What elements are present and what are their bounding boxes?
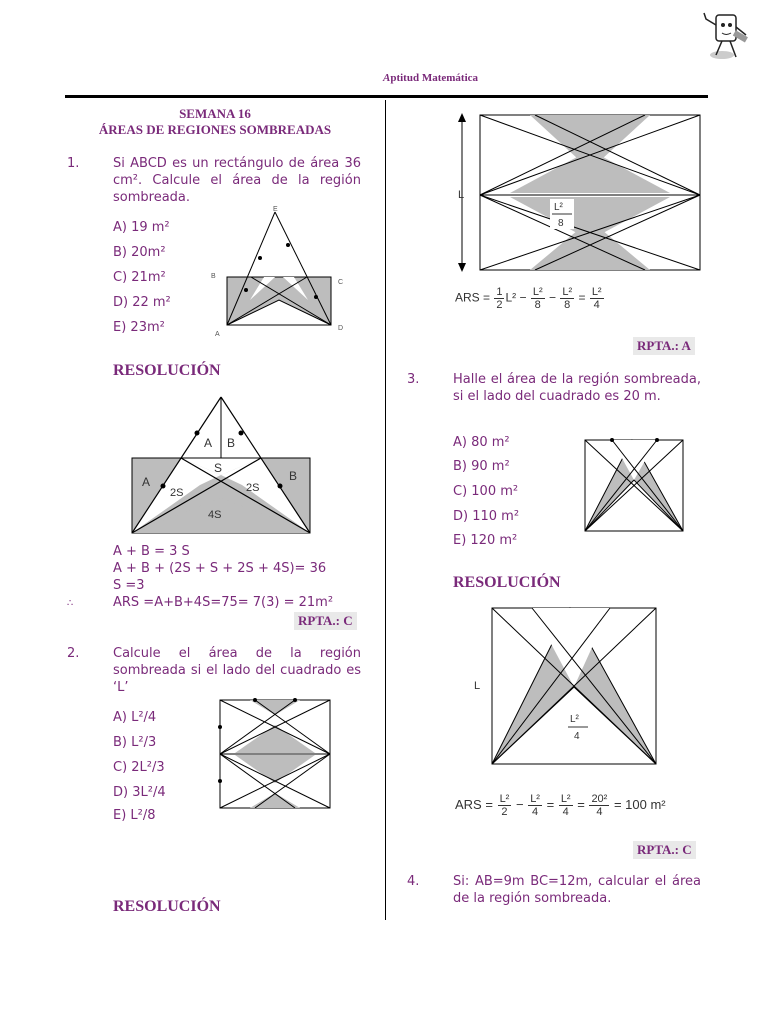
problem-3-number: 3.: [407, 372, 420, 387]
p3-option-b: B) 90 m²: [453, 459, 510, 474]
resolution-3-figure: [470, 605, 665, 770]
p3-option-c: C) 100 m²: [453, 484, 519, 499]
p1-label-c: C: [338, 279, 344, 286]
p1-label-b: B: [211, 273, 216, 280]
problem-2-text: Calcule el área de la región sombreada si el lado del cuadrado es ‘L’: [113, 646, 361, 695]
ars-3-formula: ARS = $\frac{\text{L²}}{2}$ − $\frac{\text{L²}}{4}$ = $\frac{\text{L²}}{4}$ = $\frac{\text{20²}}{4}$ = 100 m²: [455, 793, 666, 818]
res1-label-2s-right: 2S: [246, 482, 260, 494]
p1-label-a: A: [215, 331, 220, 338]
p3-option-d: D) 110 m²: [453, 509, 520, 524]
problem-3-figure: [582, 435, 687, 535]
p2-option-e: E) L²/8: [113, 808, 156, 823]
page-title: ÁREAS DE REGIONES SOMBREADAS: [98, 122, 332, 137]
res1-label-2s-left: 2S: [170, 487, 184, 499]
resolution-2-heading: RESOLUCIÓN: [113, 898, 221, 915]
p1-option-a: A) 19 m²: [113, 220, 170, 235]
res1-line-3: S =3: [113, 578, 145, 593]
fig2-frac-den: 8: [558, 218, 564, 229]
header-subject: ptitud Matemática: [390, 72, 479, 84]
problem-1-text: Si ABCD es un rectángulo de área 36 cm². Calcule el área de la región sombreada.: [113, 156, 361, 205]
p1-option-d: D) 22 m²: [113, 295, 171, 310]
p1-label-d: D: [338, 325, 344, 332]
fig3-frac-num: L²: [570, 714, 579, 725]
res1-line-1: A + B = 3 S: [113, 544, 190, 559]
res1-line-2: A + B + (2S + S + 2S + 4S)= 36: [113, 561, 327, 576]
res1-answer: ARS =A+B+4S=75= 7(3) = 21m²: [113, 595, 334, 610]
problem-4-number: 4.: [407, 874, 420, 889]
p3-option-a: A) 80 m²: [453, 435, 510, 450]
fig3-frac-den: 4: [574, 731, 580, 742]
p2-option-a: A) L²/4: [113, 710, 157, 725]
res1-label-4s: 4S: [208, 509, 222, 521]
problem-2-figure: [215, 695, 335, 813]
fig2-side-label: L: [458, 189, 465, 201]
running-header: [383, 72, 478, 84]
therefore-symbol: ∴: [67, 598, 74, 609]
resolution-2-figure: [450, 110, 705, 275]
cartoon-mascot-logo: [700, 5, 752, 65]
p2-option-d: D) 3L²/4: [113, 785, 166, 800]
p3-option-e: E) 120 m²: [453, 533, 518, 548]
res1-label-a-top: A: [204, 436, 213, 450]
problem-1-number: 1.: [67, 156, 80, 171]
p1-option-b: B) 20m²: [113, 245, 166, 260]
answer-badge-2: RPTA.: A: [633, 337, 695, 355]
p2-option-c: C) 2L²/3: [113, 760, 165, 775]
problem-2-number: 2.: [67, 646, 80, 661]
fig2-frac-num: L²: [554, 202, 563, 213]
p1-option-e: E) 23m²: [113, 320, 165, 335]
answer-badge-3: RPTA.: C: [633, 841, 696, 859]
res1-label-b-top: B: [227, 436, 236, 450]
column-divider: [385, 100, 386, 920]
p1-label-e: E: [273, 206, 278, 213]
ars-2-formula: ARS = $\frac{1}{2}$ L² − $\frac{\text{L²}}{8}$ − $\frac{\text{L²}}{8}$ = $\frac{\text{L²}}{4}$: [455, 286, 602, 311]
resolution-1-figure: [130, 395, 315, 540]
header-rule: [65, 95, 708, 98]
resolution-3-heading: RESOLUCIÓN: [453, 574, 561, 591]
answer-badge-1: RPTA.: C: [294, 612, 357, 630]
p1-option-c: C) 21m²: [113, 270, 166, 285]
res1-label-s: S: [214, 461, 223, 475]
resolution-1-heading: RESOLUCIÓN: [113, 362, 221, 379]
fig3-side-label: L: [474, 680, 481, 692]
week-label: SEMANA 16: [179, 106, 251, 121]
p2-option-b: B) L²/3: [113, 735, 157, 750]
header-initial: A: [383, 72, 391, 84]
res1-label-b-side: B: [289, 469, 298, 483]
problem-3-text: Halle el área de la región sombreada, si el lado del cuadrado es 20 m.: [453, 372, 701, 404]
res1-label-a-side: A: [142, 475, 151, 489]
problem-1-figure: [205, 200, 355, 340]
problem-4-text: Si: AB=9m BC=12m, calcular el área de la región sombreada.: [453, 874, 701, 906]
